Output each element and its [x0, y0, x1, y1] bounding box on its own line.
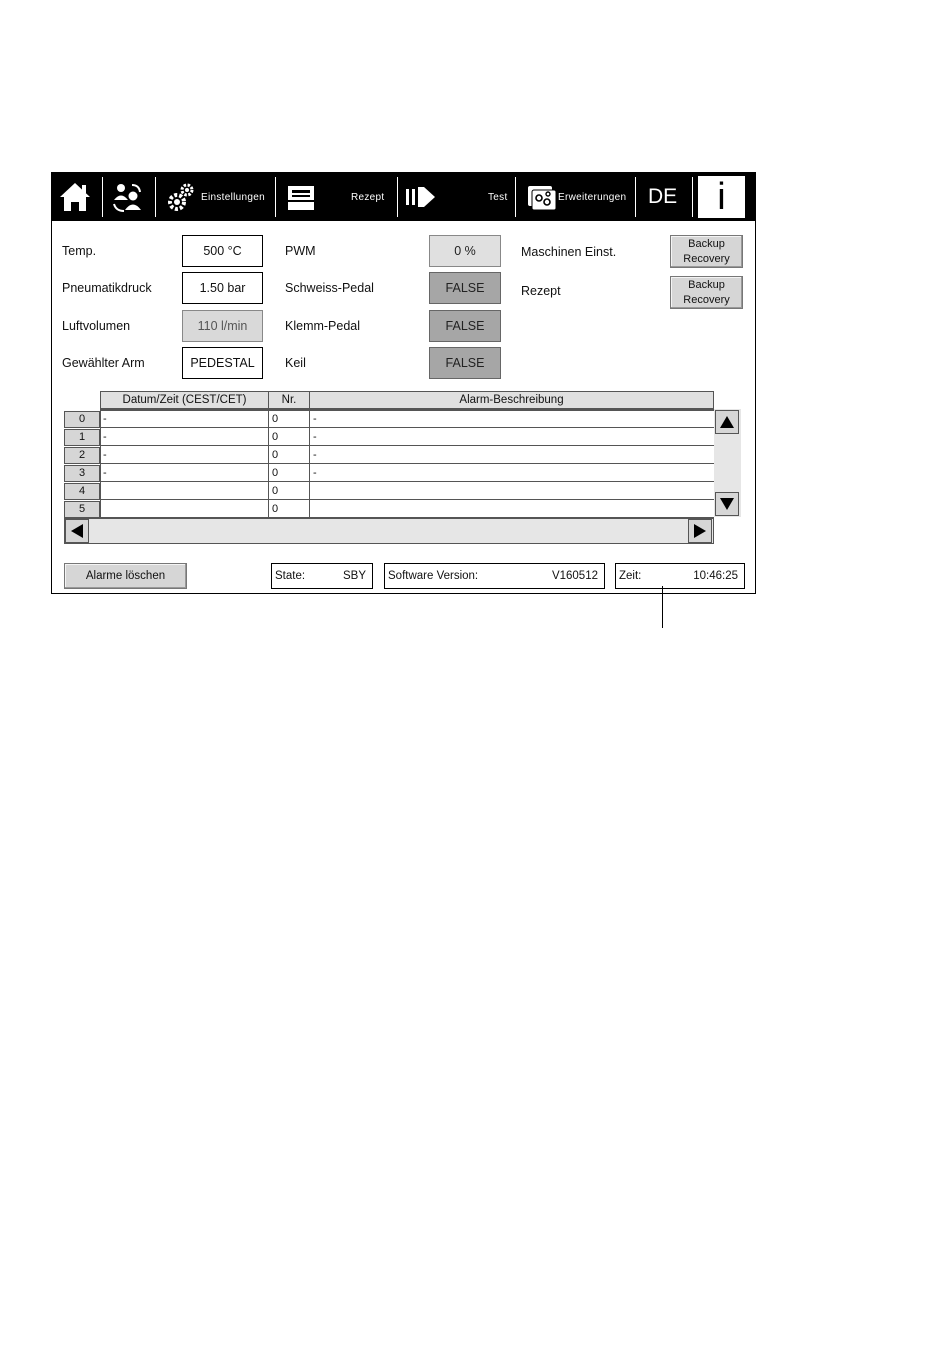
air-volume-label: Luftvolumen — [62, 319, 131, 333]
cell-nr: 0 — [272, 503, 279, 515]
cell-nr: 0 — [272, 467, 279, 479]
horizontal-scrollbar[interactable] — [64, 518, 714, 544]
home-icon — [58, 180, 92, 214]
cell-description: - — [313, 467, 317, 479]
toolbar-separator — [515, 177, 516, 217]
backup-text: Backup — [688, 238, 725, 250]
pwm-label: PWM — [285, 244, 316, 258]
recipe-button[interactable] — [284, 173, 394, 221]
temp-field[interactable]: 500 °C — [182, 235, 263, 267]
cell-datetime — [100, 482, 269, 500]
scroll-right-button[interactable] — [688, 519, 712, 543]
software-version-display — [384, 563, 605, 589]
column-header-datetime: Datum/Zeit (CEST/CET) — [100, 391, 269, 409]
cell-description: - — [313, 413, 317, 425]
scroll-down-button[interactable] — [715, 492, 739, 516]
pressure-field[interactable]: 1.50 bar — [182, 272, 263, 304]
extensions-icon — [526, 181, 558, 213]
recipe-backup-recovery-button[interactable] — [670, 276, 743, 309]
cell-datetime — [100, 500, 269, 518]
time-value: 10:46:25 — [693, 570, 738, 582]
weld-pedal-label: Schweiss-Pedal — [285, 281, 374, 295]
pwm-field: 0 % — [429, 235, 501, 267]
temp-label: Temp. — [62, 244, 97, 258]
info-button[interactable] — [697, 175, 746, 219]
cell-description — [310, 500, 714, 518]
settings-button[interactable] — [165, 173, 270, 221]
cell-description — [310, 482, 714, 500]
clamp-pedal-status: FALSE — [429, 310, 501, 342]
callout-line — [662, 586, 663, 628]
header-divider — [100, 409, 714, 411]
toolbar-separator — [692, 177, 693, 217]
wedge-label: Keil — [285, 356, 306, 370]
clear-alarms-button[interactable]: Alarme löschen — [64, 563, 187, 589]
backup-text: Backup — [688, 279, 725, 291]
extensions-button[interactable] — [526, 173, 632, 221]
state-label: State: — [275, 570, 306, 582]
scroll-left-button[interactable] — [65, 519, 89, 543]
test-button[interactable] — [404, 173, 514, 221]
column-header-description: Alarm-Beschreibung — [309, 391, 714, 409]
column-header-nr: Nr. — [268, 391, 310, 409]
arm-label: Gewählter Arm — [62, 356, 145, 370]
cell-datetime: - — [103, 413, 107, 425]
row-index[interactable]: 0 — [64, 411, 100, 428]
language-label: DE — [648, 185, 678, 208]
alarm-table — [62, 391, 742, 547]
scroll-up-button[interactable] — [715, 410, 739, 434]
home-button[interactable] — [58, 173, 102, 221]
software-version-label: Software Version: — [388, 570, 479, 582]
clamp-pedal-label: Klemm-Pedal — [285, 319, 361, 333]
weld-pedal-status: FALSE — [429, 272, 501, 304]
row-index[interactable]: 4 — [64, 483, 100, 500]
recipe-icon — [284, 180, 318, 214]
recovery-text: Recovery — [683, 253, 730, 265]
wedge-status: FALSE — [429, 347, 501, 379]
test-arrow-icon — [404, 180, 438, 214]
language-button[interactable] — [648, 173, 688, 221]
cell-nr: 0 — [272, 431, 279, 443]
users-icon — [110, 180, 144, 214]
cell-nr: 0 — [272, 485, 279, 497]
column-divider — [100, 410, 101, 518]
toolbar-separator — [102, 177, 103, 217]
extensions-label: Erweiterungen — [558, 191, 627, 203]
triangle-right-icon — [694, 524, 706, 538]
hmi-screen — [51, 172, 756, 594]
triangle-left-icon — [71, 524, 83, 538]
cell-datetime: - — [103, 467, 107, 479]
software-version-value: V160512 — [551, 570, 598, 582]
arm-field[interactable]: PEDESTAL — [182, 347, 263, 379]
air-volume-field: 110 l/min — [182, 310, 263, 342]
toolbar-separator — [635, 177, 636, 217]
row-index[interactable]: 3 — [64, 465, 100, 482]
cell-description: - — [313, 431, 317, 443]
settings-label: Einstellungen — [201, 191, 265, 203]
time-label: Zeit: — [619, 570, 642, 582]
state-display — [271, 563, 373, 589]
toolbar-separator — [155, 177, 156, 217]
test-label: Test — [488, 191, 508, 203]
cell-nr: 0 — [272, 449, 279, 461]
machine-settings-label: Maschinen Einst. — [521, 245, 617, 259]
triangle-up-icon — [720, 416, 734, 428]
pressure-label: Pneumatikdruck — [62, 281, 152, 295]
toolbar — [52, 173, 755, 221]
recipe-label: Rezept — [351, 191, 385, 203]
triangle-down-icon — [720, 498, 734, 510]
cell-datetime: - — [103, 449, 107, 461]
machine-backup-recovery-button[interactable] — [670, 235, 743, 268]
state-value: SBY — [342, 570, 366, 582]
row-index[interactable]: 2 — [64, 447, 100, 464]
row-index[interactable]: 1 — [64, 429, 100, 446]
users-button[interactable] — [110, 173, 154, 221]
toolbar-separator — [275, 177, 276, 217]
recipe-backup-label: Rezept — [521, 284, 561, 298]
gears-icon — [165, 180, 197, 214]
time-display — [615, 563, 745, 589]
recovery-text: Recovery — [683, 294, 730, 306]
cell-datetime: - — [103, 431, 107, 443]
toolbar-separator — [397, 177, 398, 217]
row-index[interactable]: 5 — [64, 501, 100, 518]
cell-nr: 0 — [272, 413, 279, 425]
column-divider — [309, 410, 310, 518]
column-divider — [268, 410, 269, 518]
cell-description: - — [313, 449, 317, 461]
info-icon: i — [717, 176, 726, 218]
